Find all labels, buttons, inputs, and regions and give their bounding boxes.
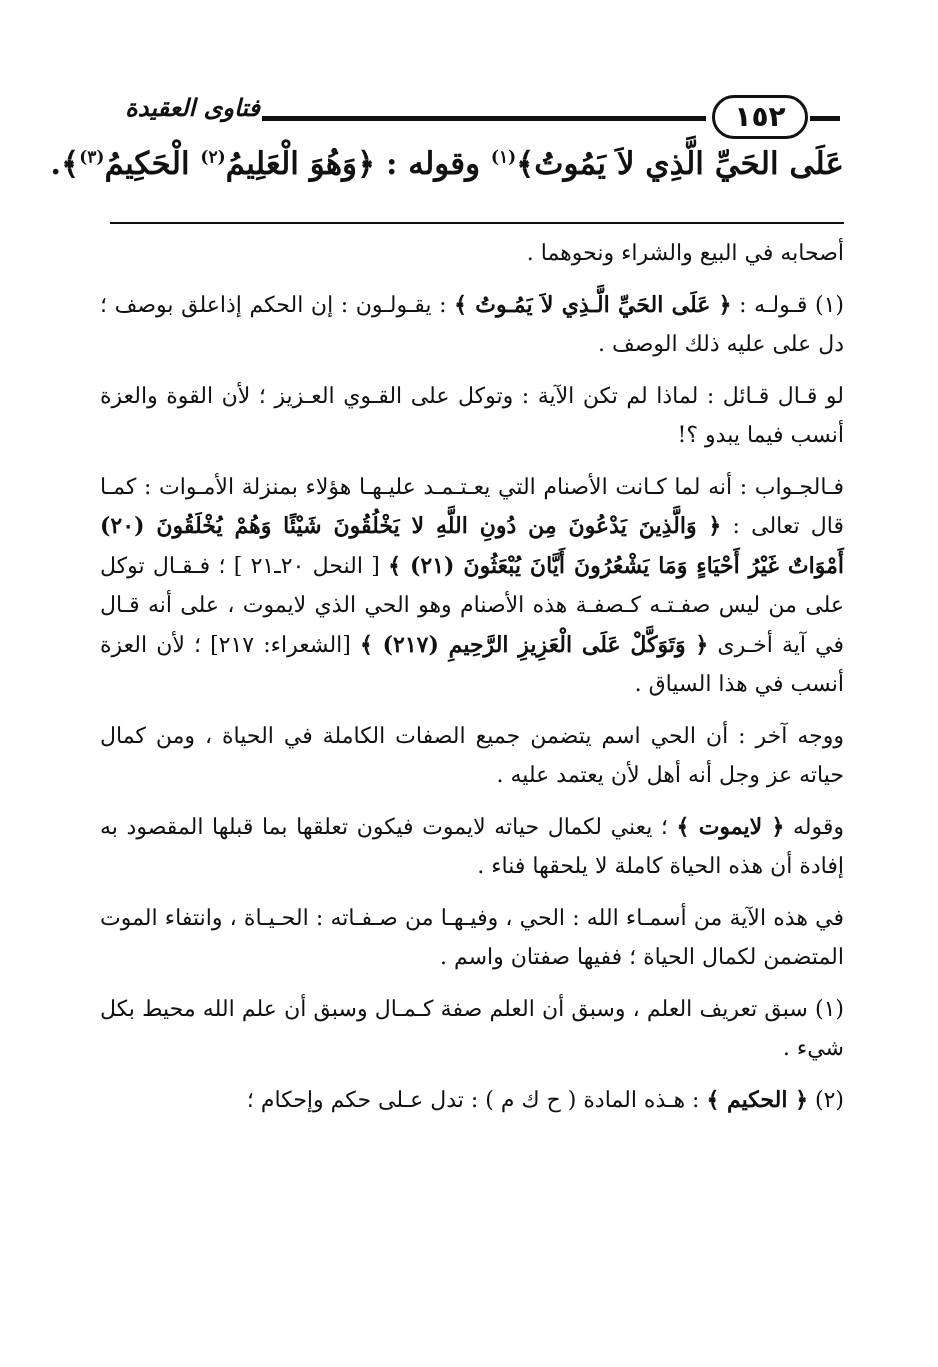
verse-heading: [50, 146, 844, 182]
page-number: ١٥٢: [712, 95, 808, 139]
book-title: فتاوى العقيدة: [125, 94, 260, 122]
verse-part: عَلَى الحَيِّ الَّذِي لاَ يَمُوتُ﴾: [516, 146, 844, 182]
paragraph-text: فـالجـواب : أنه لما كـانت الأصنام التي يعـتـمـد عليـهـا هؤلاء بمنزلة الأمـوات : كمـا قال تعالى :: [100, 474, 844, 539]
footnote-marker: (٣): [79, 147, 105, 168]
verse-part: الْحَكِيمُ: [104, 146, 201, 182]
paragraph-text: [ النحل ٢٠ـ٢١ ] ؛ فـقـال توكل على من ليس صفـتـه كـصفـة هذه الأصنام وهو الحي الذي لايموت ، على أنه قـال في آية أخـرى: [100, 553, 844, 658]
header-rule-end: [810, 116, 840, 121]
paragraph-text: لو قـال قـائل : لماذا لم تكن الآية : وتوكل على القـوي العـزيز ؛ لأن القوة والعزة أنسب فيما يبدو ؟!: [100, 383, 844, 448]
paragraph-text: أصحابه في البيع والشراء ونحوهما .: [526, 241, 844, 266]
paragraph: [100, 899, 844, 978]
paragraph: [100, 990, 844, 1069]
quran-quote: ﴿ وَالَّذِينَ يَدْعُونَ مِن دُونِ اللَّهِ لا يَخْلُقُونَ شَيْئًا وَهُمْ يُخْلَقُونَ (٢٠) أَمْوَاتٌ غَيْرُ أَحْيَاءٍ وَمَا يَشْعُرُونَ أَيَّانَ يُبْعَثُونَ (٢١) ﴾: [100, 513, 844, 579]
footnote-marker: (٢): [200, 147, 226, 168]
footnote-marker: (١): [490, 147, 517, 168]
verse-part: ﴾.: [50, 146, 80, 182]
paragraph-text: (١) سبق تعريف العلم ، وسبق أن العلم صفة كـمـال وسبق أن علم الله محيط بكل شيء .: [100, 996, 844, 1061]
quran-quote: ﴿ عَلَى الحَيِّ الَّـذِي لاَ يَمُـوتُ ﴾: [454, 291, 732, 318]
quran-quote: ﴿ لايموت ﴾: [676, 813, 785, 840]
paragraph: [100, 468, 844, 705]
header-rule: [262, 116, 706, 121]
paragraph: [100, 286, 844, 365]
paragraph-text: وقوله: [784, 814, 844, 840]
paragraph-text: [الشعراء: ٢١٧] ؛ لأن العزة أنسب في هذا السياق .: [100, 632, 844, 697]
paragraph-text: (١) قـولـه :: [731, 292, 845, 318]
paragraph-text: ؛ يعني لكمال حياته لايموت فيكون تعلقها بما قبلها المقصود به إفادة أن هذه الحياة كاملة لا يلحقها فناء .: [100, 814, 844, 879]
paragraph: [100, 234, 844, 274]
commentary-body: [100, 234, 844, 1132]
paragraph: [100, 808, 844, 887]
footnote-separator: [110, 222, 844, 224]
verse-part: وقوله : ﴿وَهُوَ الْعَلِيمُ: [225, 146, 491, 182]
paragraph: [100, 717, 844, 796]
paragraph-text: (٢): [808, 1087, 844, 1113]
paragraph: [100, 1081, 844, 1121]
paragraph: [100, 377, 844, 456]
paragraph-text: : يقـولـون : إن الحكم إذاعلق بوصف ؛ دل على عليه ذلك الوصف .: [100, 292, 844, 357]
paragraph-text: ووجه آخر : أن الحي اسم يتضمن جميع الصفات الكاملة في الحياة ، ومن كمال حياته عز وجل أنه أهل لأن يعتمد عليه .: [100, 723, 844, 788]
paragraph-text: : هـذه المادة ( ح ك م ) : تدل عـلى حكم وإحكام ؛: [246, 1087, 707, 1113]
quran-quote: ﴿ وَتَوَكَّلْ عَلَى الْعَزِيزِ الرَّحِيمِ (٢١٧) ﴾: [359, 631, 709, 658]
paragraph-text: في هذه الآية من أسمـاء الله : الحي ، وفيـهـا من صـفـاته : الحـيـاة ، وانتفاء الموت المتضمن لكمال الحياة ؛ ففيها صفتان واسم .: [100, 905, 844, 970]
quran-quote: ﴿ الحكيم ﴾: [706, 1086, 808, 1113]
